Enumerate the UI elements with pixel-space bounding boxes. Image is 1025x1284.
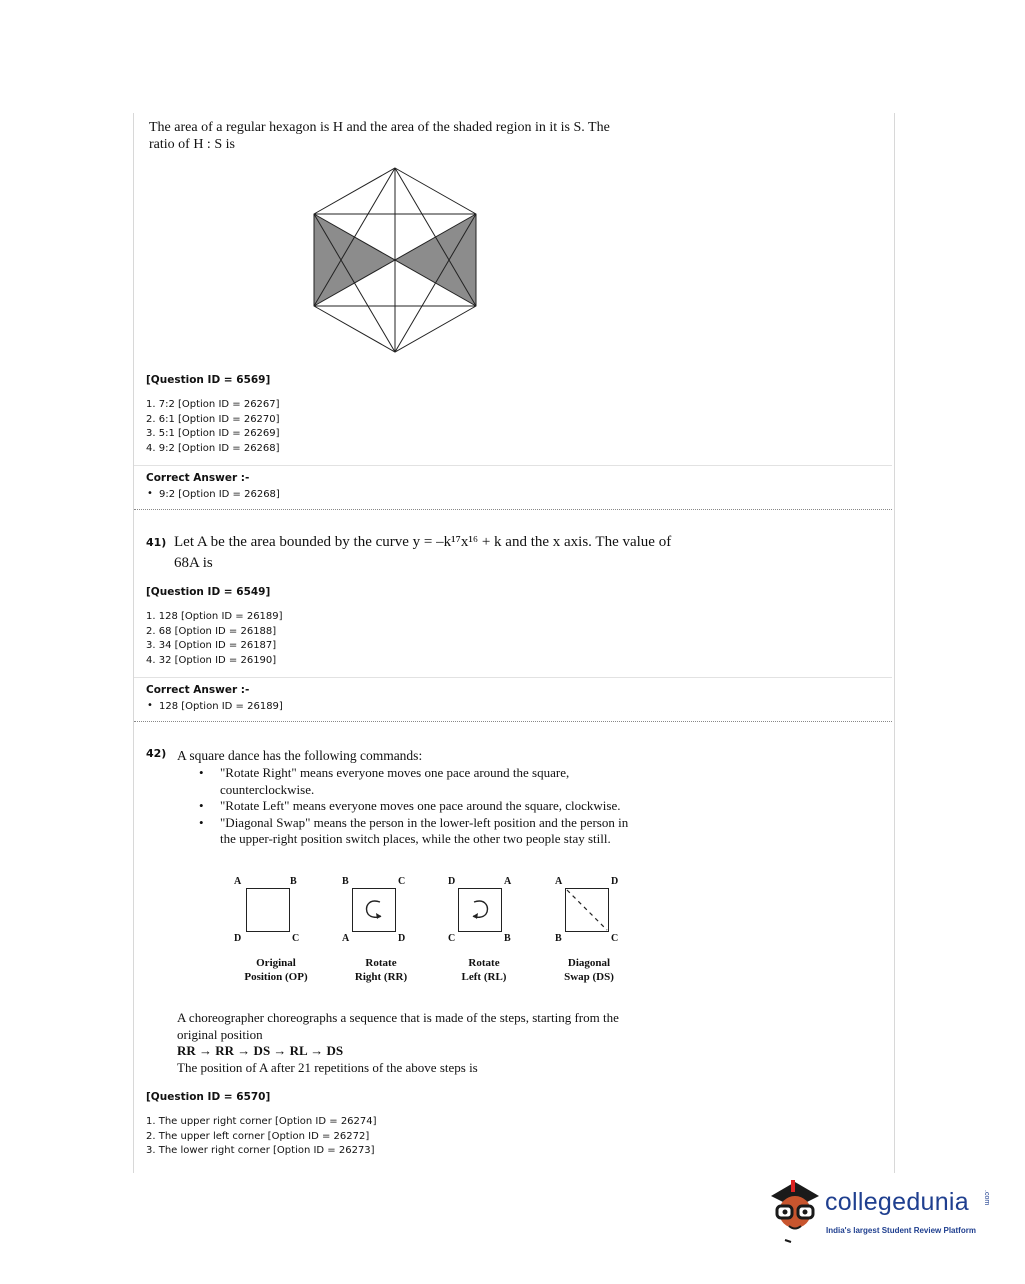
collegedunia-logo (765, 1176, 995, 1246)
counterclockwise-arrow-icon (352, 888, 396, 932)
dotted-separator (134, 509, 892, 510)
figure-label-line: Original (256, 957, 296, 969)
q41-correct-label: Correct Answer :- (146, 684, 250, 696)
mascot-face-icon (765, 1176, 825, 1244)
corner-label: A (234, 876, 242, 887)
shaded-triangle-left (314, 214, 395, 306)
diagonal-dashed-line-icon (565, 888, 609, 932)
bullet-icon: • (199, 798, 204, 813)
corner-label: B (342, 876, 349, 887)
figure-label-line: Diagonal (567, 957, 611, 969)
square-box (246, 888, 290, 932)
separator-line (134, 677, 892, 678)
brand-suffix: .com (983, 1190, 990, 1206)
list-item (199, 815, 689, 848)
q41-options (146, 610, 283, 668)
corner-label: C (292, 933, 300, 944)
q40-text-line2: ratio of H : S is (149, 137, 235, 152)
figure-label-line: Rotate (365, 957, 397, 969)
separator-line (134, 465, 892, 466)
option-item: 1. 128 [Option ID = 26189] (146, 611, 283, 622)
q42-question-id: [Question ID = 6570] (146, 1091, 271, 1103)
q42-number: 42) (146, 747, 167, 760)
corner-label: D (234, 933, 242, 944)
figure-label-line: Right (RR) (354, 971, 408, 983)
bullet-line: "Diagonal Swap" means the person in the lower-left position and the person in (220, 814, 629, 830)
figure-label-line: Swap (DS) (564, 971, 614, 983)
figure-label (346, 956, 416, 984)
bullet-line: "Rotate Left" means everyone moves one pace around the square, clockwise. (220, 798, 621, 813)
hexagon-figure (305, 160, 485, 360)
list-item (199, 798, 689, 815)
option-item: 4. 32 [Option ID = 26190] (146, 654, 277, 666)
paragraph-line: The position of A after 21 repetitions of the above steps is (177, 1059, 478, 1075)
corner-label: A (555, 876, 563, 887)
list-item (199, 765, 689, 798)
option-item: 4. 9:2 [Option ID = 26268] (146, 442, 280, 454)
paragraph-line: A choreographer choreographs a sequence that is made of the steps, starting from the (177, 1010, 619, 1025)
corner-label: A (342, 933, 350, 944)
bullet-icon: • (199, 765, 204, 780)
bullet-line: counterclockwise. (220, 781, 315, 797)
dotted-separator (134, 721, 892, 722)
q42-options (146, 1115, 377, 1159)
shaded-triangle-right (395, 214, 476, 306)
q41-question-id: [Question ID = 6549] (146, 586, 271, 598)
option-item: 3. 34 [Option ID = 26187] (146, 640, 277, 651)
option-item: 2. 6:1 [Option ID = 26270] (146, 413, 280, 425)
corner-label: C (448, 933, 456, 944)
corner-label: D (448, 876, 456, 887)
option-item: 3. 5:1 [Option ID = 26269] (146, 428, 280, 439)
q42-intro: A square dance has the following commands: (177, 748, 423, 763)
figure-label-line: Left (RL) (461, 971, 507, 983)
bullet-icon: • (147, 700, 153, 711)
bullet-line: "Rotate Right" means everyone moves one pace around the square, (220, 765, 570, 780)
option-item: 2. 68 [Option ID = 26188] (146, 625, 277, 637)
q42-bullet-list (199, 765, 689, 848)
figure-label-line: Rotate (468, 957, 500, 969)
corner-label: A (504, 876, 512, 887)
figure-label-line: Position (OP) (244, 971, 308, 983)
q40-options (146, 398, 280, 456)
q40-text-line1: The area of a regular hexagon is H and the area of the shaded region in it is S. The (149, 120, 610, 135)
q41-number: 41) (146, 536, 167, 549)
step-sequence: RR → RR → DS → RL → DS (177, 1043, 344, 1058)
figure-label (226, 956, 326, 984)
corner-label: D (398, 933, 406, 944)
q41-text-line2: 68A is (174, 555, 213, 571)
bullet-icon: • (147, 488, 153, 499)
brand-name: collegedunia (825, 1188, 969, 1216)
figure-label (449, 956, 519, 984)
corner-label: B (504, 933, 511, 944)
option-item: 1. 7:2 [Option ID = 26267] (146, 399, 280, 410)
corner-label: C (398, 876, 406, 887)
option-item: 1. The upper right corner [Option ID = 26274] (146, 1116, 377, 1127)
corner-label: C (611, 933, 619, 944)
paragraph-line: original position (177, 1026, 263, 1042)
q40-correct-value: 9:2 [Option ID = 26268] (159, 489, 280, 500)
corner-label: D (611, 876, 619, 887)
option-item: 2. The upper left corner [Option ID = 26272] (146, 1130, 370, 1142)
figure-label (553, 956, 625, 984)
q41-correct-value: 128 [Option ID = 26189] (159, 701, 283, 712)
clockwise-arrow-icon (458, 888, 502, 932)
brand-tagline: India's largest Student Review Platform (826, 1226, 976, 1235)
corner-label: B (555, 933, 562, 944)
corner-label: B (290, 876, 297, 887)
q40-correct-label: Correct Answer :- (146, 472, 250, 484)
q40-question-id: [Question ID = 6569] (146, 374, 271, 386)
bullet-icon: • (199, 814, 204, 830)
bullet-line: the upper-right position switch places, while the other two people stay still. (220, 831, 611, 846)
q42-paragraph (177, 1010, 619, 1076)
option-item: 3. The lower right corner [Option ID = 26273] (146, 1145, 375, 1156)
q41-text-line1: Let A be the area bounded by the curve y = –k¹⁷x¹⁶ + k and the x axis. The value of (174, 534, 672, 550)
